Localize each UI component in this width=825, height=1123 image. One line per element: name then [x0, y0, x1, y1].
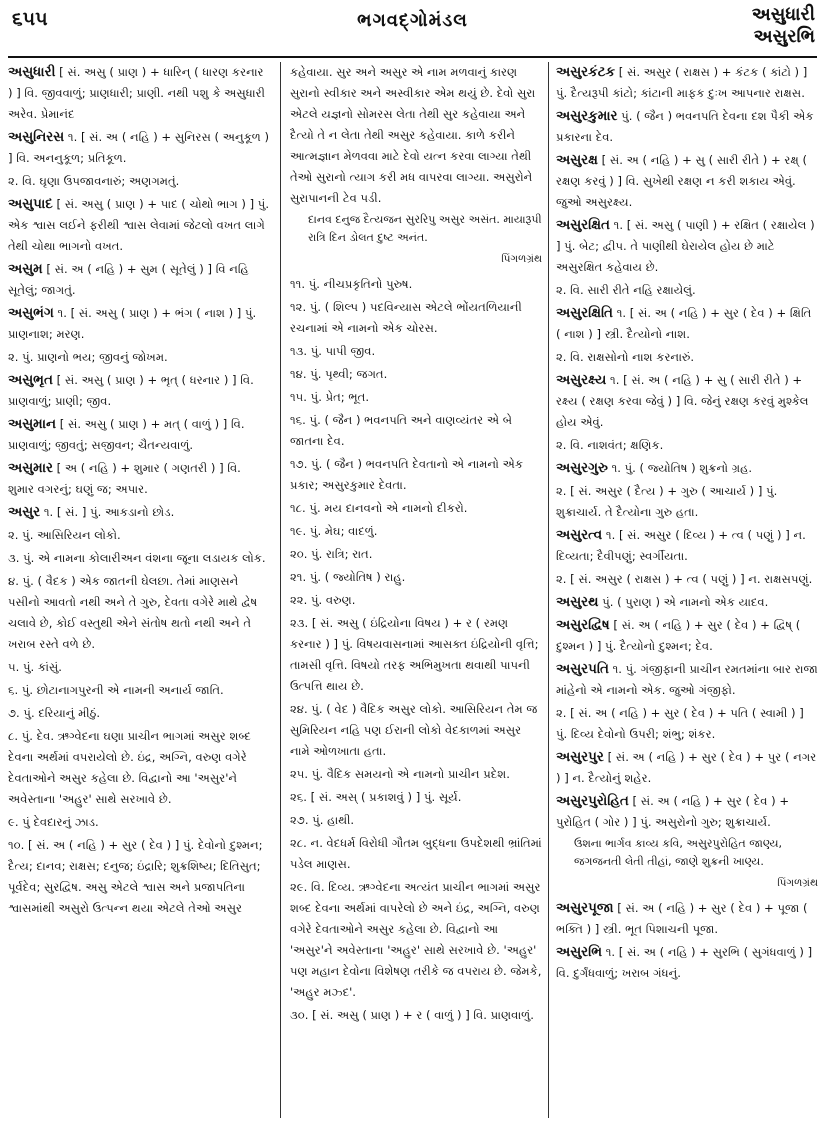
definition-text: ૪. પું. ( વૈદક ) એક જાતની ઘેલછા. તેમાં માણસને પસીનો આવતો નથી અને તે ગુરુ, દેવતા વગેરે માથે દ્વેષ ચલાવે છે, કોઈ વસ્તુથી એને સંતોષ થતો નથી અને તે ખરાબ રસ્તે વળે છે. [8, 574, 258, 651]
entry-sense [8, 548, 270, 569]
definition-text: [ સં. અ ( નહિ ) + સુમ ( સૂતેલું ) ] વિ નહિ સૂતેલું; જાગતું. [8, 262, 249, 297]
column-1 [8, 62, 270, 1120]
definition-text: ૨૭. પું. હાથી. [290, 813, 355, 827]
definition-text: ૧. [ સં. અ ( નહિ ) + સુ ( સારી રીતે ) + રક્ષ્ય ( રક્ષણ કરવા જેવું ) ] વિ. જેનું રક્ષણ કરવું મુશ્કેલ હોય એવું. [556, 373, 809, 429]
entry-sense [290, 341, 542, 362]
guide-word-first: અસુધારી [751, 4, 815, 25]
definition-text: ૯. પું દેવદારનું ઝાડ. [8, 815, 99, 829]
definition-text: પું. ( જૈન ) ભવનપતિ દેવના દશ પૈકી એક પ્રકારના દેવ. [556, 109, 814, 144]
entry-sense [290, 249, 542, 270]
page-number: ૬૫૫ [12, 8, 48, 30]
definition-text: [ સં. અસુ ( પ્રાણ ) + મત્ ( વાળું ) ] વિ. પ્રાણવાળું; જીવતું; સજીવન; ચૈતન્યવાળું. [8, 417, 245, 452]
headword: અસુરક્ષિતિ [556, 305, 614, 321]
entry-sense [290, 297, 542, 339]
definition-text: ૨૬. [ સં. અસ્ ( પ્રકાશવું ) ] પું. સૂર્ય. [290, 790, 462, 804]
dictionary-entry [556, 150, 818, 213]
column-divider-2 [548, 62, 549, 1118]
entry-sense [556, 481, 818, 523]
headword: અસુર [8, 504, 41, 520]
headword: અસુભંગ [8, 305, 54, 321]
dictionary-entry [8, 127, 270, 169]
entry-sense [8, 726, 270, 810]
dictionary-entry [556, 106, 818, 148]
entry-sense [556, 347, 818, 368]
dictionary-entry [8, 259, 270, 301]
headword: અસુરભિ [556, 944, 603, 960]
definition-text: [ સં. અ ( નહિ ) + સુર ( દેવ ) + દ્વિષ્ ( દુશ્મન ) ] પું. દૈત્યોનો દુશ્મન; દેવ. [556, 618, 801, 653]
dictionary-entry [556, 942, 818, 984]
definition-text: ૨૨. પું. વરુણ. [290, 593, 356, 607]
definition-text: ૧૮. પું. મય દાનવનો એ નામનો દીકરો. [290, 501, 468, 515]
definition-text: [ સં. અસુર ( રાક્ષસ ) + કંટક ( કાંટો ) ] પું. દૈત્યરૂપી કાંટો; કાંટાની માફક દુઃખ આપનાર રાક્ષસ. [556, 65, 808, 100]
definition-text: ૨૪. પું. ( વેદ ) વૈદિક અસુર લોકો. આસિરિયન તેમ જ સુમિરિયન નહિ પણ ઈરાની લોકો વેદકાળમાં અસુર નામે ઓળખાતા હતા. [290, 702, 538, 758]
definition-text: [ સં. અ ( નહિ ) + સુ ( સારી રીતે ) + રક્ષ્ ( રક્ષણ કરવું ) ] વિ. સુખેથી રક્ષણ ન કરી શકાય એવું. જુઓ અસુરક્ષ્ય. [556, 153, 807, 209]
headword: અસુરકુમાર [556, 108, 618, 124]
definition-text: પું. ( પુરાણ ) એ નામનો એક યાદવ. [598, 595, 769, 609]
definition-text: ૧૨. પું. ( શિલ્પ ) પદવિન્યાસ એટલે ભોંયતળિયાની રચનામાં એ નામનો એક ચોરસ. [290, 300, 522, 335]
headword: અસુરત્વ [556, 527, 603, 543]
definition-text: [ સં. અ ( નહિ ) + સુર ( દેવ ) + પુરોહિત ( ગોર ) ] પું. અસુરોનો ગુરુ; શુક્રાચાર્ય. [556, 794, 790, 829]
entry-sense [290, 454, 542, 496]
definition-text: ૮. પું. દેવ. ઋગ્વેદના ઘણા પ્રાચીન ભાગમાં અસુર શબ્દ દેવના અર્થમાં વપરાયેલો છે. ઇંદ્ર, અગ્નિ, વરુણ વગેરે દેવતાઓને અસુર કહેલા છે. વિદ્વાનો આ 'અસુર'ને અવેસ્તાના 'અહુર' સાથે સરખાવે છે. [8, 729, 251, 806]
definition-text: ૧૫. પું. પ્રેત; ભૂત. [290, 390, 370, 404]
entry-sense [290, 833, 542, 875]
definition-text: [ સં. અ ( નહિ ) + સુર ( દેવ ) + પુર ( નગર ) ] ન. દૈત્યોનું શહેર. [556, 750, 817, 785]
entry-sense [556, 703, 818, 745]
dictionary-entry [8, 502, 270, 523]
definition-text: ૧. [ સં. અસુ ( પાણી ) + રક્ષિત ( રક્ષાયેલ ) ] પું. બેટ; દ્વીપ. તે પાણીથી ઘેરાયેલ હોય છે માટે અસુરક્ષિત કહેવાય છે. [556, 218, 815, 274]
column-2 [290, 62, 542, 1120]
entry-sense [556, 873, 818, 894]
definition-text: ૨. [ સં. અ ( નહિ ) + સુર ( દેવ ) + પતિ ( સ્વામી ) ] પું. દિવ્ય દેવોનો ઉપરી; શંભુ; શંકર. [556, 706, 804, 741]
definition-text: ૧. [ સં. અ ( નહિ ) + સુરભિ ( સુગંધવાળું ) ] વિ. દુર્ગંધવાળું; ખરાબ ગંધનું. [556, 945, 813, 980]
dictionary-title: ભગવદ્ગોમંડલ [357, 10, 468, 31]
definition-text: ૩૦. [ સં. અસુ ( પ્રાણ ) + ર ( વાળું ) ] વિ. પ્રાણવાળું. [290, 1008, 534, 1022]
definition-text: ૨૩. [ સં. અસુ ( ઇંદ્રિયોના વિષય ) + ર ( રમણ કરનાર ) ] પું. વિષયવાસનામાં આસક્ત ઇંદ્રિયોની વૃત્તિ; તામસી વૃત્તિ. વિષયો તરફ અભિમુખતા થવાથી પાપની ઉત્પત્તિ થાય છે. [290, 616, 539, 693]
definition-text: ૧૩. પું. પાપી જીવ. [290, 344, 376, 358]
dictionary-entry [8, 458, 270, 500]
definition-text: [ સં. અસુ ( પ્રાણ ) + પાદ ( ચોથો ભાગ ) ] પું. એક શ્વાસ લઈને ફરીથી શ્વાસ લેવામાં જેટલો વખત લાગે તેથી ચોથા ભાગનો વખત. [8, 197, 270, 253]
definition-text: ૨. વિ. ઘૃણા ઉપજાવનારું; અણગમતું. [8, 174, 180, 188]
definition-text: ૫. પું. કાંસું. [8, 660, 62, 674]
definition-text: ૨. વિ. રાક્ષસોનો નાશ કરનારું. [556, 350, 695, 364]
dictionary-entry [556, 791, 818, 833]
definition-text: ૨. પું. આસિરિયન લોકો. [8, 528, 121, 542]
dictionary-entry [556, 898, 818, 940]
headword: અસુમ [8, 261, 43, 277]
definition-text: ૨. પું. પ્રાણનો ભય; જીવનું જોખમ. [8, 350, 168, 364]
definition-text: ૧૧. પું. નીચપ્રકૃતિનો પુરુષ. [290, 277, 413, 291]
definition-text: ૨૫. પું. વૈદિક સમયનો એ નામનો પ્રાચીન પ્રદેશ. [290, 767, 510, 781]
headword: અસુનિરસ [8, 129, 65, 145]
entry-sense [290, 613, 542, 697]
dictionary-entry [556, 747, 818, 789]
entry-sense [8, 835, 270, 919]
definition-text: [ સં. અસુ ( પ્રાણ ) + ભૃત્ ( ધરનાર ) ] વિ. પ્રાણવાળું; પ્રાણી; જીવ. [8, 373, 254, 408]
entry-sense [290, 62, 542, 209]
headword: અસુરકંટક [556, 64, 616, 80]
definition-text: ૧. [ સં. અ ( નહિ ) + સુનિરસ ( અનુકૂળ ) ] વિ. અનનુકૂળ; પ્રતિકૂળ. [8, 130, 270, 165]
entry-sense [556, 280, 818, 301]
entry-sense [8, 347, 270, 368]
dictionary-entry [8, 303, 270, 345]
headword: અસુધારી [8, 64, 56, 80]
entry-sense [290, 387, 542, 408]
entry-sense [8, 525, 270, 546]
entry-sense [8, 171, 270, 192]
entry-sense [290, 498, 542, 519]
definition-text: ૧૬. પું. ( જૈન ) ભવનપતિ અને વાણવ્યંતર એ બે જાતના દેવ. [290, 413, 513, 448]
entry-sense [8, 812, 270, 833]
entry-sense [290, 364, 542, 385]
definition-text: ૧૪. પું. પૃથ્વી; જગત. [290, 367, 388, 381]
definition-text: ૩. પું. એ નામના કોલારીઅન વંશના જૂના લડાયક લોક. [8, 551, 266, 565]
definition-text: ૧. [ સં. ] પું. આકડાનો છોડ. [40, 505, 175, 519]
definition-text: ૧૯. પું. મેઘ; વાદળું. [290, 524, 378, 538]
entry-sense [290, 274, 542, 295]
headword: અસુરદ્વિષ [556, 617, 610, 633]
headword: અસુરક્ષિત [556, 217, 610, 233]
definition-text: દાનવ દનુજ દૈત્યજન સુરરિપુ અસુર અસંત. માયારૂપી રાત્રિ દિન ડોલત દુષ્ટ અનંત. [308, 213, 542, 244]
entry-sense [8, 657, 270, 678]
headword: અસુરપતિ [556, 661, 609, 677]
entry-sense [8, 680, 270, 701]
headword: અસુરક્ષ [556, 152, 598, 168]
definition-text: ૬. પું. છોટાનાગપુરની એ નામની અનાર્ય જાતિ. [8, 683, 224, 697]
definition-text: પિંગળગ્રંથ [777, 877, 818, 889]
definition-text: ૨૮. ન. વેદધર્મ વિરોધી ગૌતમ બુદ્ધના ઉપદેશથી ભ્રાંતિમાં પડેલ માણસ. [290, 836, 542, 871]
definition-text: ૨૯. વિ. દિવ્ય. ઋગ્વેદના અત્યંત પ્રાચીન ભાગમાં અસુર શબ્દ દેવના અર્થમાં વાપરેલો છે અને ઇંદ્ર, અગ્નિ, વરુણ વગેરે દેવતાઓને અસુર કહેલા છે. વિદ્વાનો આ 'અસુર'ને અવેસ્તાના 'અહુર' સાથે સરખાવે છે. 'અહુર' પણ મહાન દેવોના વિશેષણ તરીકે જ વપરાય છે. જેમકે, 'અહુર મઝ્દ'. [290, 880, 542, 999]
dictionary-entry [8, 414, 270, 456]
headword: અસુરપૂજા [556, 900, 614, 916]
dictionary-entry [8, 194, 270, 257]
definition-text: કહેવાયા. સુર અને અસુર એ નામ મળવાનું કારણ સુરાનો સ્વીકાર અને અસ્વીકાર એમ થયું છે. દેવો સુરા એટલે યજ્ઞનો સોમરસ લેતા તેથી સુર કહેવાયા અને દૈત્યો તે ન લેતા તેથી અસુર કહેવાયા. કાળે કરીને આત્મજ્ઞાન મેળવવા માટે દેવો યત્ન કરવા લાગ્યા તેથી તેઓ સુરાનો ત્યાગ કરી મધ વાપરવા લાગ્યા. અસુરોને સુરાપાનની ટેવ પડી. [290, 65, 536, 205]
definition-text: ૧૭. પું. ( જૈન ) ભવનપતિ દેવતાનો એ નામનો એક પ્રકાર; અસુરકુમાર દેવતા. [290, 457, 524, 492]
definition-text: [ સં. અ ( નહિ ) + સુર ( દેવ ) + પૂજા ( ભક્તિ ) ] સ્ત્રી. ભૂત પિશાચની પૂજા. [556, 901, 808, 936]
entry-sense [290, 567, 542, 588]
guide-word-last: અસુરભિ [753, 26, 815, 47]
definition-text: ૨. વિ. સારી રીતે નહિ રક્ષાયેલું. [556, 283, 696, 297]
entry-sense [290, 764, 542, 785]
dictionary-entry [8, 370, 270, 412]
entry-sense [290, 877, 542, 1003]
dictionary-entry [556, 215, 818, 278]
dictionary-entry [556, 592, 818, 613]
dictionary-entry [8, 62, 270, 125]
entry-sense [556, 569, 818, 590]
headword: અસુમાર [8, 460, 53, 476]
definition-text: ૨. [ સં. અસુર ( રાક્ષસ ) + ત્વ ( પણું ) ] ન. રાક્ષસપણું. [556, 572, 813, 586]
entry-sense [290, 544, 542, 565]
entry-sense [556, 435, 818, 456]
dictionary-entry [556, 62, 818, 104]
header-rule [8, 56, 817, 58]
dictionary-entry [556, 659, 818, 701]
headword: અસુમાન [8, 416, 57, 432]
headword: અસુરગુરુ [556, 460, 608, 476]
dictionary-entry [556, 458, 818, 479]
column-3 [556, 62, 818, 1120]
headword: અસુપાદ [8, 196, 53, 212]
definition-text: ૧. પું. ( જ્યોતિષ ) શુક્રનો ગ્રહ. [607, 461, 753, 475]
entry-sense [8, 703, 270, 724]
definition-text: પિંગળગ્રંથ [501, 253, 542, 265]
definition-text: ૨. [ સં. અસુર ( દૈત્ય ) + ગુરુ ( આચાર્ય ) ] પું. શુક્રાચાર્ય. તે દૈત્યોના ગુરુ હતા. [556, 484, 778, 519]
definition-text: [ અ ( નહિ ) + શુમાર ( ગણતરી ) ] વિ. શુમાર વગરનું; ઘણું જ; અપાર. [8, 461, 241, 496]
entry-sense [290, 1005, 542, 1026]
entry-sense [290, 699, 542, 762]
entry-sense [290, 810, 542, 831]
definition-text: ૨. વિ. નાશવંત; ક્ષણિક. [556, 438, 664, 452]
entry-sense [290, 787, 542, 808]
entry-sense [556, 835, 818, 871]
dictionary-entry [556, 615, 818, 657]
guide-words [752, 4, 815, 48]
definition-text: ઉશના ભાર્ગવ કાવ્ય કવિ, અસુરપુરોહિત જાણ્ય, જગજનતી લેતી તીહાં, જાણે શુક્રની ખાણ્ય. [574, 837, 782, 868]
dictionary-entry [556, 525, 818, 567]
dictionary-entry [556, 370, 818, 433]
definition-text: ૨૦. પું. રાત્રિ; રાત. [290, 547, 373, 561]
entry-sense [290, 590, 542, 611]
headword: અસુભૃત [8, 372, 53, 388]
definition-text: ૧. [ સં. અસુ ( પ્રાણ ) + ભંગ ( નાશ ) ] પું. પ્રાણનાશ; મરણ. [8, 306, 257, 341]
definition-text: ૧. [ સં. અ ( નહિ ) + સુર ( દેવ ) + ક્ષિતિ ( નાશ ) ] સ્ત્રી. દૈત્યોનો નાશ. [556, 306, 812, 341]
headword: અસુરપુર [556, 749, 604, 765]
dictionary-entry [556, 303, 818, 345]
column-divider-1 [280, 62, 281, 1118]
definition-text: [ સં. અસુ ( પ્રાણ ) + ધારિન્ ( ધારણ કરનાર ) ] વિ. જીવવાળું; પ્રાણધારી; પ્રાણી. નથી પશુ કે અસુધારી અરેવ. પ્રેમાનંદ [8, 65, 265, 121]
headword: અસુરપુરોહિત [556, 793, 629, 809]
entry-sense [290, 410, 542, 452]
definition-text: ૧૦. [ સં. અ ( નહિ ) + સુર ( દેવ ) ] પું. દેવોનો દુશ્મન; દૈત્ય; દાનવ; રાક્ષસ; દનુજ; ઇંદ્રારિ; શુક્રશિષ્ય; દિતિસુત; પૂર્વદેવ; સુરદ્વિષ. અસુ એટલે શ્વાસ અને પ્રજાપતિના શ્વાસમાંથી અસુરો ઉત્પન્ન થયા એટલે તેઓ અસુર [8, 838, 263, 915]
definition-text: ૭. પું. દરિયાનું મીઠું. [8, 706, 101, 720]
entry-sense [290, 521, 542, 542]
entry-sense [8, 571, 270, 655]
headword: અસુરક્ષ્ય [556, 372, 607, 388]
definition-text: ૧. પું. ગંજીફાની પ્રાચીન રમતમાંના બાર રાજા માંહેનો એ નામનો એક. જુઓ ગંજીફો. [556, 662, 818, 697]
entry-sense [290, 211, 542, 247]
definition-text: ૧. [ સં. અસુર ( દિવ્ય ) + ત્વ ( પણું ) ] ન. દિવ્યતા; દૈવીપણું; સ્વર્ગીયતા. [556, 528, 806, 563]
definition-text: ૨૧. પું. ( જ્યોતિષ ) રાહુ. [290, 570, 406, 584]
page-header [0, 0, 825, 60]
headword: અસુરથ [556, 594, 599, 610]
